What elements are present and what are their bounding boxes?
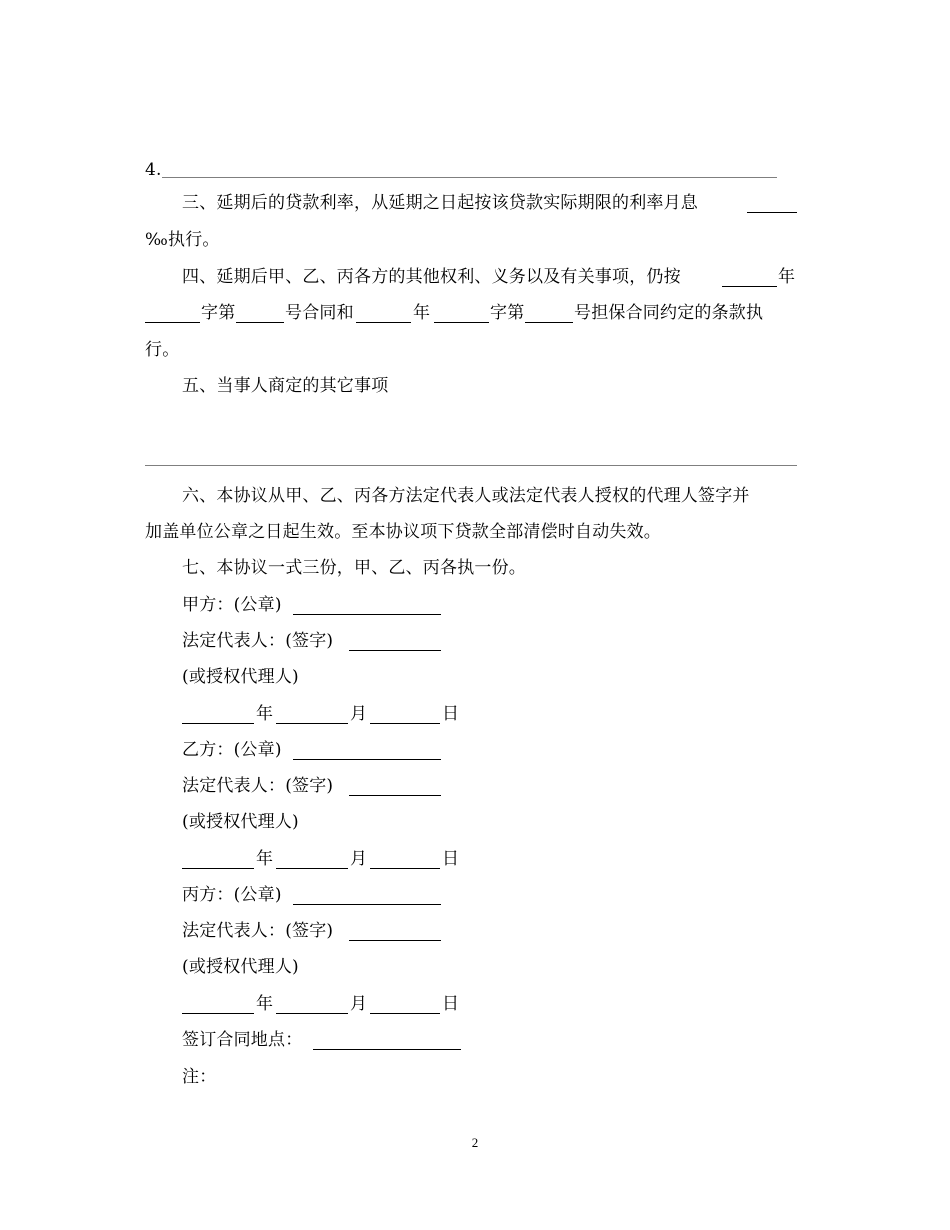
clause-5-rule xyxy=(145,465,797,466)
clause-4-word-label-1: 字第 xyxy=(201,303,236,323)
clause-6-continuation: 加盖单位公章之日起生效。至本协议项下贷款全部清偿时自动失效。 xyxy=(145,522,661,542)
item-4-number: 4. xyxy=(145,160,162,180)
party-a-year-blank xyxy=(182,705,254,724)
contract-prefix-blank xyxy=(145,304,200,323)
party-b-month-label: 月 xyxy=(350,849,368,869)
clause-4-year-label-2: 年 xyxy=(413,303,431,323)
party-a-signature-blank xyxy=(349,632,441,651)
contract-year-blank xyxy=(722,268,777,287)
clause-4-guarantee-label: 号担保合同约定的条款执 xyxy=(574,303,764,323)
party-b-year-label: 年 xyxy=(256,849,274,869)
signing-place-label: 签订合同地点： xyxy=(182,1030,303,1050)
party-b-agent-label: (或授权代理人) xyxy=(182,812,299,832)
guarantee-year-blank xyxy=(356,304,411,323)
clause-3-continuation: ‰执行。 xyxy=(145,230,220,250)
party-a-month-label: 月 xyxy=(350,704,368,724)
party-b-month-blank xyxy=(276,850,348,869)
party-c-month-blank xyxy=(276,995,348,1014)
party-b-year-blank xyxy=(182,850,254,869)
party-c-year-label: 年 xyxy=(256,994,274,1014)
party-c-month-label: 月 xyxy=(350,994,368,1014)
guarantee-number-blank xyxy=(525,304,573,323)
party-c-day-label: 日 xyxy=(442,994,460,1014)
party-c-year-blank xyxy=(182,995,254,1014)
party-a-day-blank xyxy=(370,705,440,724)
clause-6-text: 六、本协议从甲、乙、丙各方法定代表人或法定代表人授权的代理人签字并 xyxy=(182,486,750,506)
clause-4-year-label: 年 xyxy=(778,267,796,287)
clause-4-text: 四、延期后甲、乙、丙各方的其他权利、义务以及有关事项，仍按 xyxy=(182,267,681,287)
clause-4-end: 行。 xyxy=(145,340,180,360)
party-c-seal-label: 丙方：(公章) xyxy=(182,885,282,905)
clause-4-word-label-2: 字第 xyxy=(490,303,525,323)
party-b-day-blank xyxy=(370,850,440,869)
note-label: 注： xyxy=(182,1067,217,1087)
party-a-agent-label: (或授权代理人) xyxy=(182,667,299,687)
party-c-rep-label: 法定代表人：(签字) xyxy=(182,921,334,941)
item-4-rule xyxy=(162,177,777,178)
party-c-signature-blank xyxy=(349,922,441,941)
party-a-rep-label: 法定代表人：(签字) xyxy=(182,631,334,651)
party-a-seal-blank xyxy=(293,596,441,615)
party-b-seal-label: 乙方：(公章) xyxy=(182,740,282,760)
guarantee-prefix-blank xyxy=(434,304,489,323)
party-a-day-label: 日 xyxy=(442,704,460,724)
signing-place-blank xyxy=(313,1031,461,1050)
clause-4-contract-label: 号合同和 xyxy=(285,303,354,323)
clause-7-text: 七、本协议一式三份，甲、乙、丙各执一份。 xyxy=(182,558,526,578)
page-number: 2 xyxy=(471,1135,479,1150)
party-b-rep-label: 法定代表人：(签字) xyxy=(182,776,334,796)
party-c-day-blank xyxy=(370,995,440,1014)
clause-5-text: 五、当事人商定的其它事项 xyxy=(182,376,389,396)
party-a-year-label: 年 xyxy=(256,704,274,724)
party-b-day-label: 日 xyxy=(442,849,460,869)
party-b-signature-blank xyxy=(349,777,441,796)
party-c-seal-blank xyxy=(293,886,441,905)
clause-3-text: 三、延期后的贷款利率，从延期之日起按该贷款实际期限的利率月息 xyxy=(182,193,698,213)
party-a-seal-label: 甲方：(公章) xyxy=(182,595,282,615)
party-b-seal-blank xyxy=(293,741,441,760)
interest-rate-blank xyxy=(747,194,797,213)
contract-number-blank xyxy=(236,304,284,323)
party-c-agent-label: (或授权代理人) xyxy=(182,957,299,977)
party-a-month-blank xyxy=(276,705,348,724)
